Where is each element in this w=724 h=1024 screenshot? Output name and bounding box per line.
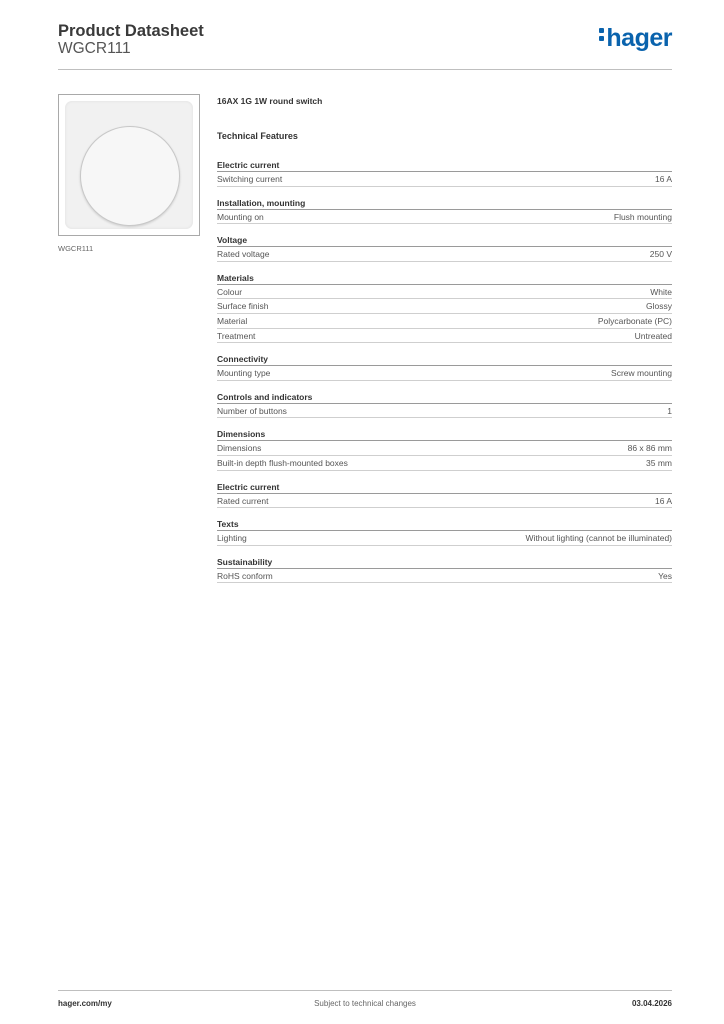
logo-text: hager	[606, 24, 672, 52]
feature-row	[217, 314, 672, 329]
feature-section	[217, 390, 672, 419]
switch-rocker	[80, 126, 180, 226]
feature-label: Number of buttons	[217, 405, 287, 416]
feature-label: Material	[217, 315, 248, 326]
section-title: Voltage	[217, 233, 672, 247]
feature-label: Dimensions	[217, 443, 262, 454]
page-header	[58, 20, 672, 70]
feature-label: Built-in depth flush-mounted boxes	[217, 457, 348, 468]
product-code: WGCR111	[58, 40, 131, 57]
section-title: Sustainability	[217, 555, 672, 569]
feature-row	[217, 285, 672, 300]
logo-dots-icon	[599, 25, 604, 44]
feature-value: Screw mounting	[611, 368, 672, 379]
footer-notice: Subject to technical changes	[314, 999, 416, 1008]
feature-value: 16 A	[654, 174, 672, 184]
feature-label: Rated voltage	[217, 249, 270, 260]
feature-value: 250 V	[649, 249, 672, 260]
feature-section	[217, 517, 672, 546]
section-title: Connectivity	[217, 352, 672, 366]
feature-label: Rated current	[217, 495, 269, 506]
feature-section	[217, 233, 672, 262]
product-image-caption: WGCR111	[58, 244, 94, 253]
feature-value: 35 mm	[646, 457, 672, 468]
section-title: Installation, mounting	[217, 196, 672, 210]
feature-row	[217, 441, 672, 456]
section-title: Materials	[217, 271, 672, 285]
feature-sections	[217, 158, 672, 583]
feature-label: Mounting on	[217, 211, 264, 222]
section-title: Texts	[217, 517, 672, 531]
section-title: Controls and indicators	[217, 390, 672, 404]
section-title: Electric current	[217, 480, 672, 494]
feature-value: Untreated	[634, 330, 672, 341]
section-title: Dimensions	[217, 427, 672, 441]
feature-row	[217, 172, 672, 187]
feature-row	[217, 456, 672, 471]
switch-plate	[65, 101, 193, 229]
feature-section	[217, 352, 672, 381]
feature-value: Flush mounting	[613, 211, 672, 222]
feature-label: Mounting type	[217, 368, 271, 379]
footer-website: hager.com/my	[58, 999, 112, 1008]
page-footer	[58, 990, 672, 1012]
feature-label: Treatment	[217, 330, 256, 341]
footer-date: 03.04.2026	[631, 999, 672, 1008]
feature-label: Switching current	[217, 174, 283, 184]
technical-features-title: Technical Features	[217, 131, 298, 141]
feature-row	[217, 299, 672, 314]
feature-value: 86 x 86 mm	[627, 443, 672, 454]
document-title: Product Datasheet	[58, 22, 204, 40]
feature-row	[217, 569, 672, 584]
feature-section	[217, 480, 672, 509]
feature-label: Colour	[217, 286, 243, 297]
feature-label: Surface finish	[217, 301, 269, 312]
feature-row	[217, 531, 672, 546]
hager-logo	[599, 24, 672, 53]
feature-label: RoHS conform	[217, 570, 273, 581]
technical-content	[217, 96, 672, 592]
feature-value: 16 A	[654, 495, 672, 506]
feature-row	[217, 210, 672, 225]
feature-section	[217, 158, 672, 187]
feature-row	[217, 247, 672, 262]
feature-section	[217, 555, 672, 584]
feature-row	[217, 494, 672, 509]
feature-value: 1	[667, 405, 672, 416]
product-name: 16AX 1G 1W round switch	[217, 96, 323, 106]
product-image	[58, 94, 200, 236]
feature-value: Glossy	[646, 301, 672, 312]
section-title: Electric current	[217, 158, 672, 172]
feature-value: Yes	[658, 570, 672, 581]
feature-section	[217, 427, 672, 470]
feature-row	[217, 366, 672, 381]
feature-label: Lighting	[217, 533, 247, 544]
feature-row	[217, 404, 672, 419]
feature-row	[217, 329, 672, 344]
feature-value: Polycarbonate (PC)	[597, 315, 672, 326]
feature-value: White	[650, 286, 672, 297]
feature-value: Without lighting (cannot be illuminated)	[525, 533, 672, 544]
feature-section	[217, 196, 672, 225]
feature-section	[217, 271, 672, 343]
